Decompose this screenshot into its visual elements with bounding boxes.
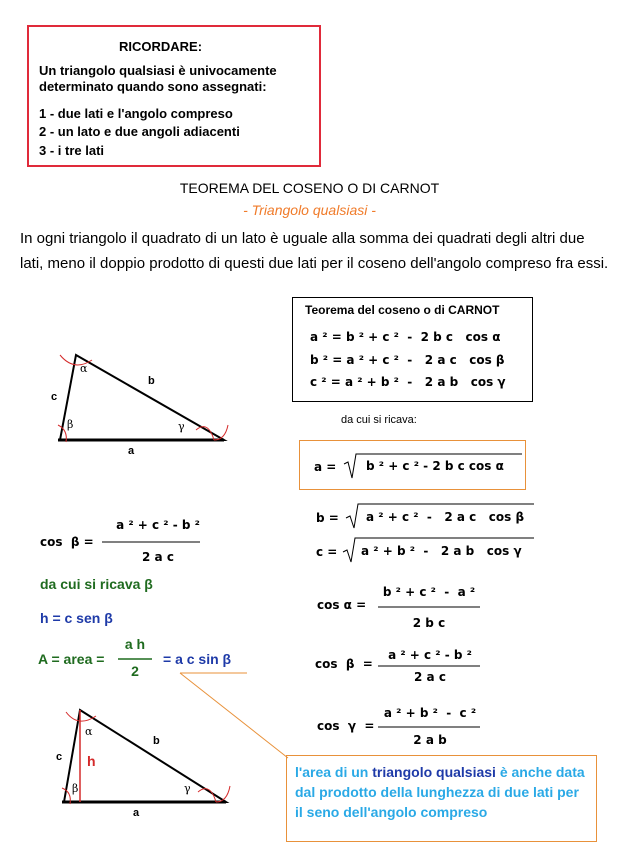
- page-title: TEOREMA DEL COSENO O DI CARNOT: [179, 180, 440, 196]
- remember-line1: Un triangolo qualsiasi è univocamente: [39, 63, 277, 78]
- b-formula-root: a ² + c ² - 2 a c cos β: [366, 510, 525, 524]
- note-part1: l'area di un: [295, 764, 373, 780]
- t2-a: a: [133, 807, 140, 819]
- sqrt-b: [346, 504, 534, 528]
- t1-c: c: [51, 391, 58, 403]
- remember-item-3: 3 - i tre lati: [39, 143, 105, 158]
- cos-beta-den: 2 a c: [414, 670, 446, 684]
- sqrt-c: [343, 538, 534, 562]
- remember-heading: RICORDARE:: [119, 39, 203, 54]
- cos-alpha-left: cos α =: [317, 598, 367, 612]
- t1-a: a: [128, 445, 135, 457]
- pointer-line: [180, 673, 288, 758]
- note-highlight: triangolo qualsiasi: [372, 764, 496, 780]
- t1-alpha: α: [80, 362, 88, 375]
- remember-line2: determinato quando sono assegnati:: [39, 79, 267, 94]
- cos-beta-left: cos β =: [315, 657, 373, 671]
- cos-alpha-den: 2 b c: [412, 616, 446, 630]
- remember-item-2: 2 - un lato e due angoli adiacenti: [39, 124, 240, 139]
- t2-alpha: α: [85, 725, 93, 738]
- t2-gamma: γ: [184, 782, 191, 795]
- cos-alpha-num: b ² + c ² - a ²: [382, 585, 476, 599]
- theorem-formula-b: b ² = a ² + c ² - 2 a c cos β: [310, 353, 505, 367]
- area-den: 2: [131, 663, 139, 679]
- t2-c: c: [56, 751, 63, 763]
- area-num: a h: [124, 636, 146, 652]
- left-cos-beta-left: cos β =: [40, 535, 94, 549]
- c-formula-left: c =: [316, 545, 338, 559]
- b-formula-left: b =: [316, 511, 339, 525]
- c-formula-root: a ² + b ² - 2 a b cos γ: [361, 544, 522, 558]
- left-cos-beta-num: a ² + c ² - b ²: [116, 518, 200, 532]
- t1-b: b: [148, 375, 155, 387]
- cos-gamma-num: a ² + b ² - c ²: [383, 706, 477, 720]
- t2-h: h: [87, 753, 96, 769]
- ricava-beta: da cui si ricava β: [40, 576, 153, 592]
- t1-gamma: γ: [178, 420, 185, 433]
- remember-item-1: 1 - due lati e l'angolo compreso: [39, 106, 233, 121]
- a-formula-left: a =: [314, 460, 337, 474]
- intro-text: In ogni triangolo il quadrato di un lato è uguale alla somma dei quadrati degli altri due lati, meno il doppio prodotto di questi due lati per il coseno dell'angolo compreso fra essi.: [20, 230, 609, 272]
- theorem-heading: Teorema del coseno o di CARNOT: [305, 303, 500, 317]
- area-result: = a c sin β: [163, 651, 232, 667]
- cos-beta-num: a ² + c ² - b ²: [388, 648, 472, 662]
- area-left: A = area =: [38, 651, 105, 667]
- left-cos-beta-den: 2 a c: [142, 550, 174, 564]
- da-cui-label: da cui si ricava:: [341, 414, 417, 426]
- sqrt-a: [344, 454, 522, 478]
- h-equation: h = c sen β: [40, 610, 113, 626]
- note-part2: è anche data dal prodotto della lunghezza di due lati per il seno dell'angolo compreso: [295, 764, 585, 820]
- theorem-formula-c: c ² = a ² + b ² - 2 a b cos γ: [310, 375, 506, 389]
- t2-b: b: [153, 735, 160, 747]
- cos-gamma-den: 2 a b: [413, 733, 447, 747]
- cos-gamma-left: cos γ =: [317, 719, 375, 733]
- t2-beta: β: [72, 782, 79, 795]
- a-formula-root: b ² + c ² - 2 b c cos α: [366, 459, 504, 473]
- theorem-formula-a: a ² = b ² + c ² - 2 b c cos α: [310, 330, 501, 344]
- t1-beta: β: [67, 418, 74, 431]
- page-subtitle: - Triangolo qualsiasi -: [243, 202, 376, 218]
